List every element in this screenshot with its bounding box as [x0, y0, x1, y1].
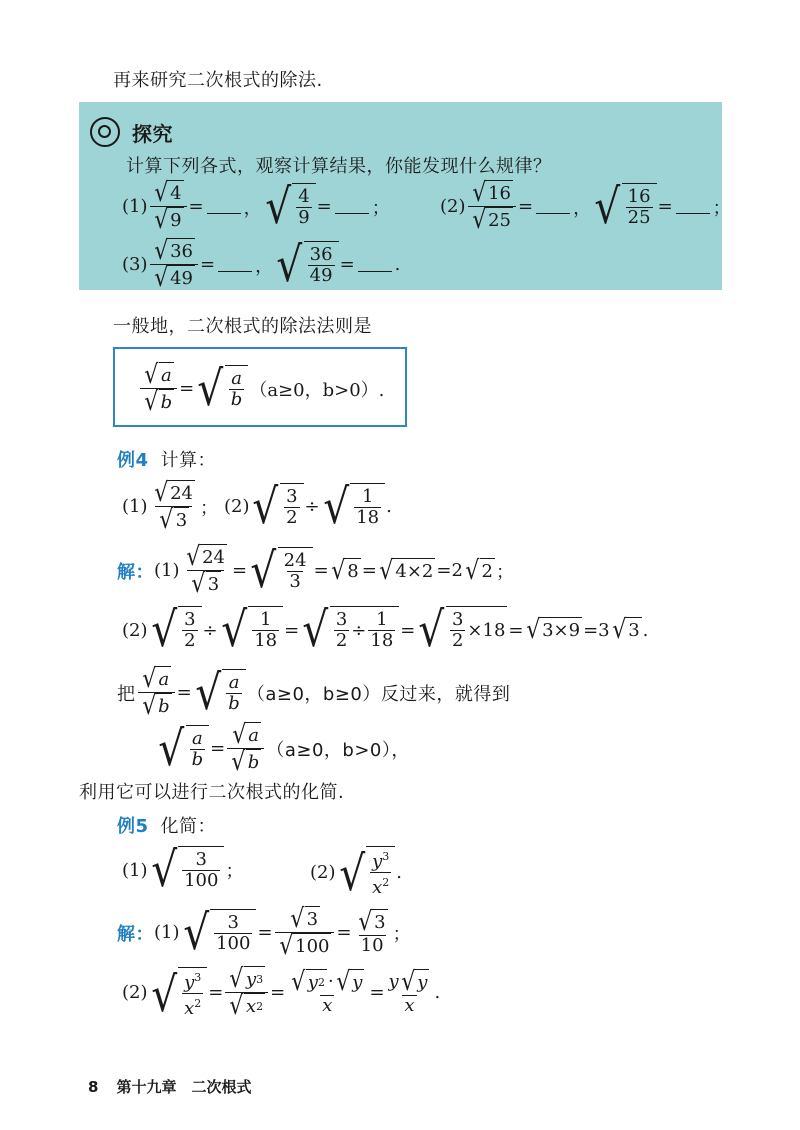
- simplify-text: 利用它可以进行二次根式的化简.: [79, 782, 345, 803]
- explore-item-2: (2) √ 16 √ 25 = ， √ $\frac{16}{25}$ = ；: [440, 178, 731, 235]
- solution4-part2: (2) √ $\frac{3}{2}$ ÷ √ $\frac{1}{18}$ = √ $\frac{3}{2}$ ÷ $\frac{1}{18}$ = √ $\frac{3}{2}$ ×18 = √ 3×9 =3 √ 3 .: [122, 602, 649, 658]
- page-footer: [88, 1076, 251, 1097]
- solution4-part1: 解： (1) √ 24 √ 3 = √ $\frac{24}{3}$ = √ 8 = √ 4×2 =2 √ 2 ；: [117, 542, 514, 599]
- example4-label: 例4: [117, 450, 149, 471]
- example5-heading: [117, 812, 216, 838]
- example5-title: 化简：: [160, 816, 217, 837]
- division-rule: √ a √ b = √ $\frac{a}{b}$ （a≥0，b>0）.: [138, 362, 384, 415]
- general-text: 一般地，二次根式的除法法则是: [113, 316, 372, 337]
- reverse-statement: 把 √ a √ b = √ $\frac{a}{b}$ （a≥0，b≥0）反过来，就得到: [117, 664, 511, 721]
- chapter-title: 第十九章 二次根式: [116, 1078, 252, 1096]
- solution4-label: 解：: [117, 561, 154, 583]
- rule-condition: （a≥0，b>0）.: [249, 379, 385, 401]
- explore-icon: [90, 117, 120, 147]
- reverse-prefix: 把: [117, 683, 136, 705]
- explore-item-3: (3) √ 36 √ 49 = ， √ $\frac{36}{49}$ = .: [122, 236, 401, 293]
- explore-title: 探究: [132, 121, 173, 146]
- explore-item-1: (1) √ 4 √ 9 = ， √ $\frac{4}{9}$ = ；: [122, 178, 390, 235]
- reversed-condition: （a≥0，b>0），: [266, 739, 410, 761]
- intro-text: 再来研究二次根式的除法.: [113, 70, 323, 91]
- reverse-condition: （a≥0，b≥0）反过来，就得到: [246, 683, 511, 705]
- page-number: 8: [88, 1077, 99, 1096]
- example4-problems: (1) √ 24 √ 3 ； (2) √ $\frac{3}{2}$ ÷ √ $\frac{1}{18}$ .: [122, 478, 392, 535]
- explore-header: [90, 117, 173, 147]
- example5-label: 例5: [117, 816, 149, 837]
- solution5-part2: (2) √ $\frac{y^3}{x^2}$ = √ y 3 √ x 2 = √ y 2 · √ y x = y √ y x .: [122, 964, 441, 1023]
- reversed-rule: √ $\frac{a}{b}$ = √ a √ b （a≥0，b>0），: [158, 720, 410, 777]
- example4-heading: [117, 446, 216, 472]
- solution5-part1: 解： (1) √ $\frac{3}{100}$ = √ 3 √ 100 = √ 3 10 ；: [117, 904, 411, 961]
- explore-instruction: 计算下列各式，观察计算结果，你能发现什么规律？: [126, 156, 552, 177]
- example4-title: 计算：: [160, 450, 217, 471]
- example5-problem-2: (2) √ $\frac{y^3}{x^2}$ .: [310, 846, 402, 902]
- solution5-label: 解：: [117, 923, 154, 945]
- example5-problem-1: (1) √ $\frac{3}{100}$ ；: [122, 842, 244, 898]
